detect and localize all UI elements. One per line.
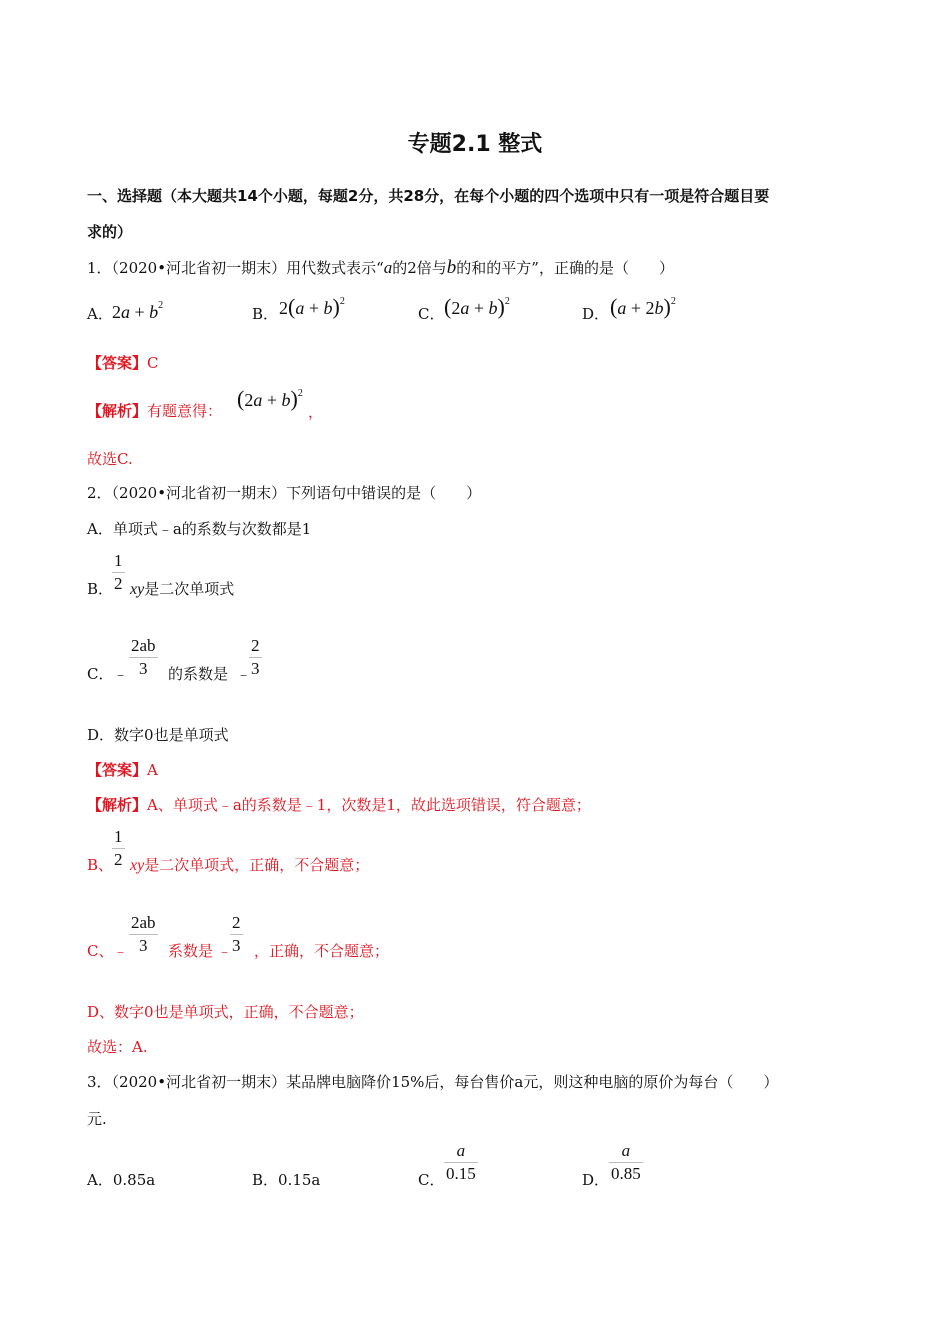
q2-option-c-minus: ﹣ bbox=[113, 665, 129, 683]
q1-option-d-math: $(a + 2b)^2$ bbox=[610, 294, 676, 319]
page-title: 专题2.1 整式 bbox=[407, 132, 543, 157]
question-1-conclusion: 故选C. bbox=[87, 450, 133, 468]
q2-analysis-c-minus2: ﹣ bbox=[217, 942, 233, 960]
q2-analysis-c-text2: ，正确，不合题意； bbox=[254, 942, 390, 960]
question-2-analysis-d: D、数字0也是单项式，正确，不合题意； bbox=[87, 1003, 364, 1021]
q1-analysis-tail: ， bbox=[308, 403, 324, 421]
question-2-option-b-label: B． bbox=[87, 580, 114, 598]
question-1-option-d: D． bbox=[582, 305, 610, 323]
q1-analysis-math: $(2a + b)^2$ bbox=[237, 386, 303, 411]
question-2-stem: 2．（2020•河北省初一期末）下列语句中错误的是（ ） bbox=[87, 484, 482, 502]
q2-option-b-text: xy是二次单项式 bbox=[130, 580, 235, 598]
question-3-stem: 3．（2020•河北省初一期末）某品牌电脑降价15%后，每台售价a元，则这种电脑的原价为每台（ ） bbox=[87, 1073, 779, 1091]
q2-analysis-c-minus: ﹣ bbox=[113, 942, 129, 960]
q1-option-b-math: $2(a + b)^2$ bbox=[279, 294, 345, 319]
question-1-option-b: B． bbox=[252, 305, 279, 323]
section-heading-line1: 一、选择题（本大题共14个小题，每题2分，共28分，在每个小题的四个选项中只有一项是符合题目要 bbox=[87, 187, 770, 205]
question-2-analysis-c-label: C、 bbox=[87, 942, 114, 960]
q2-analysis-c-text1: 系数是 bbox=[168, 942, 214, 960]
q2-analysis-b-text: xy是二次单项式，正确，不合题意； bbox=[130, 856, 370, 874]
question-2-option-d: D．数字0也是单项式 bbox=[87, 726, 229, 744]
q2-option-c-fraction-23: $\frac{2}{3}$ bbox=[251, 636, 260, 678]
q1-option-c-math: $(2a + b)^2$ bbox=[444, 294, 510, 319]
q2-option-c-fraction-ab: $\frac{2ab}{3}$ bbox=[131, 636, 156, 678]
q1-option-a-math: $2a + b^2$ bbox=[112, 300, 164, 322]
question-2-conclusion: 故选：A. bbox=[87, 1038, 148, 1056]
question-2-option-a: A．单项式﹣a的系数与次数都是1 bbox=[87, 520, 312, 538]
question-1-option-a: A． bbox=[87, 305, 113, 323]
section-heading-line2: 求的） bbox=[87, 223, 133, 241]
question-3-option-c-label: C． bbox=[418, 1171, 445, 1189]
question-2-option-c-label: C． bbox=[87, 665, 114, 683]
question-2-analysis-b-label: B、 bbox=[87, 856, 114, 874]
question-3-option-d-label: D． bbox=[582, 1171, 610, 1189]
question-1-analysis: 【解析】有题意得： bbox=[87, 402, 223, 420]
question-3-option-a: A．0.85a bbox=[87, 1171, 156, 1189]
question-3-stem-line2: 元. bbox=[87, 1110, 107, 1128]
question-number: 1． bbox=[87, 259, 112, 277]
question-1-stem: 1．（2020•河北省初一期末）用代数式表示“a的2倍与b的和的平方”，正确的是（ ） bbox=[87, 257, 674, 278]
q3-option-c-fraction: $\frac{a}{0.15}$ bbox=[446, 1141, 476, 1183]
question-2-analysis-a: 【解析】A、单项式﹣a的系数是﹣1，次数是1，故此选项错误，符合题意； bbox=[87, 796, 591, 814]
q3-option-d-fraction: $\frac{a}{0.85}$ bbox=[611, 1141, 641, 1183]
question-1-answer: 【答案】C bbox=[87, 354, 159, 372]
question-3-option-b: B．0.15a bbox=[252, 1171, 321, 1189]
q2-analysis-c-fraction-23: $\frac{2}{3}$ bbox=[232, 913, 241, 955]
q2-option-c-text: 的系数是 bbox=[168, 665, 229, 683]
q2-analysis-c-fraction-ab: $\frac{2ab}{3}$ bbox=[131, 913, 156, 955]
q2-option-b-fraction: $\frac{1}{2}$ bbox=[114, 551, 123, 593]
question-2-answer: 【答案】A bbox=[87, 761, 158, 779]
q2-option-c-minus2: ﹣ bbox=[236, 665, 252, 683]
question-1-option-c: C． bbox=[418, 305, 445, 323]
q2-analysis-b-fraction: $\frac{1}{2}$ bbox=[114, 827, 123, 869]
